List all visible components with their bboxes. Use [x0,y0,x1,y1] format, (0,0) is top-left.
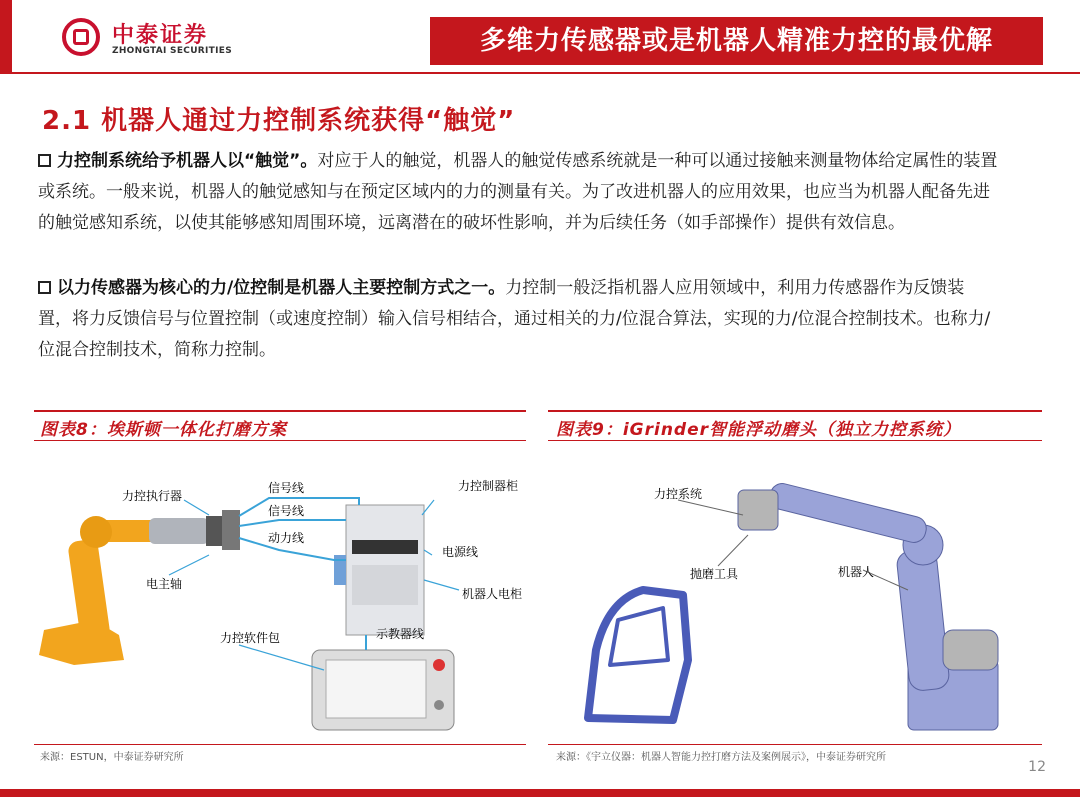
controller-cabinet-icon [334,505,424,635]
teach-pendant-icon [312,650,454,730]
label-software-package: 力控软件包 [220,631,281,645]
figure8-caption-rule [34,440,526,441]
company-name-cn: 中泰证券 [112,23,209,48]
label-robot-cabinet: 机器人电柜 [462,587,523,601]
label-signal-line-2: 信号线 [268,504,305,518]
paragraph-1-lead: 力控制系统给予机器人以“触觉”。 [57,151,318,171]
label-spindle: 电主轴 [146,577,183,591]
figure8-bottom-rule [34,744,526,745]
label-signal-line-1: 信号线 [268,481,305,495]
figure8-top-rule [34,410,526,412]
label-pendant-cable: 示教器线 [376,627,425,641]
figure9-diagram [548,460,1042,738]
label-force-actuator: 力控执行器 [122,489,183,503]
label-polishing-tool: 抛磨工具 [690,567,739,581]
bullet-square-icon [38,154,51,167]
header-accent-block [0,0,12,74]
paragraph-1 [38,146,998,239]
page-number: 12 [1028,759,1046,775]
footer-bar [0,789,1080,797]
figure9-caption: 图表9：iGrinder智能浮动磨头（独立力控系统） [556,420,962,440]
label-power-line: 动力线 [268,531,305,545]
label-force-control-system: 力控系统 [654,487,703,501]
figure8-caption: 图表8：埃斯顿一体化打磨方案 [40,420,287,440]
company-logo-icon [62,18,100,56]
car-door-frame-icon [588,590,688,720]
header-divider [0,72,1080,74]
header-title: 多维力传感器或是机器人精准力控的最优解 [479,26,993,56]
label-robot: 机器人 [838,565,875,579]
paragraph-2 [38,273,998,366]
bullet-square-icon [38,281,51,294]
label-power-cable: 电源线 [442,545,479,559]
company-name-en: ZHONGTAI SECURITIES [112,46,232,56]
figure8-diagram [34,460,526,738]
label-force-controller: 力控制器柜 [458,479,519,493]
figure8-source: 来源：ESTUN，中泰证券研究所 [40,752,184,763]
figure9-bottom-rule [548,744,1042,745]
paragraph-2-lead: 以力传感器为核心的力/位控制是机器人主要控制方式之一。 [57,278,506,298]
orange-robot-arm-icon [39,510,240,665]
section-title: 2.1 机器人通过力控制系统获得“触觉” [42,106,516,136]
paragraph-1-body: 对应于人的触觉，机器人的触觉传感系统就是一种可以通过接触来测量物体给定属性的装置或系统。一般来说，机器人的触觉感知与在预定区域内的力的测量有关。为了改进机器人的应用效果，也应当为机器人配备先进的触觉感知系统，以使其能够感知周围环境，远离潜在的破坏性影响，并为后续任务（如手部操作）提供有效信息。 [38,151,998,233]
blue-robot-arm-icon [738,481,998,730]
figure9-source: 来源：《宇立仪器：机器人智能力控打磨方法及案例展示》，中泰证券研究所 [556,752,886,763]
paragraph-2-body: 力控制一般泛指机器人应用领域中，利用力传感器作为反馈装置，将力反馈信号与位置控制（或速度控制）输入信号相结合，通过相关的力/位混合算法，实现的力/位混合控制技术。也称力/位混合控制技术，简称力控制。 [38,278,991,360]
figure9-top-rule [548,410,1042,412]
figure9-caption-rule [548,440,1042,441]
